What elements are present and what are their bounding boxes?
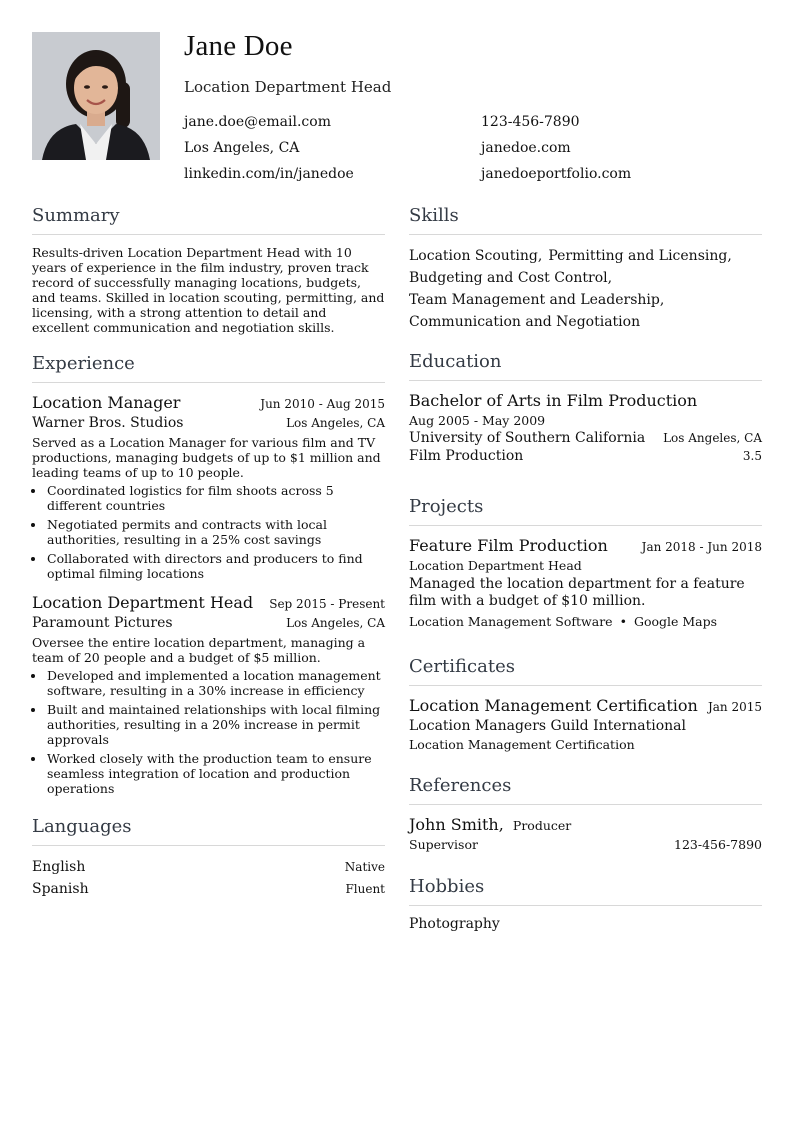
- language-name: English: [32, 859, 86, 875]
- gpa-value: 3.5: [742, 449, 762, 463]
- skills-list: [409, 245, 762, 333]
- skills-section: [409, 205, 762, 351]
- field-of-study: Film Production: [409, 448, 524, 464]
- phone-number[interactable]: 123-456-7890: [481, 114, 580, 130]
- tool-item: Location Management Software: [409, 614, 613, 629]
- email-link[interactable]: jane.doe@email.com: [184, 114, 331, 130]
- job-bullets: [32, 668, 385, 796]
- company-name: Paramount Pictures: [32, 615, 173, 631]
- education-section: [409, 351, 762, 496]
- job-description: Oversee the entire location department, managing a team of 20 people and a budget of $5 million.: [32, 635, 366, 665]
- right-column: [409, 205, 762, 932]
- tool-item: Google Maps: [633, 614, 718, 629]
- skill-item: Permitting and Licensing,: [548, 248, 732, 264]
- job-dates: Sep 2015 - Present: [269, 597, 385, 611]
- reference-phone[interactable]: 123-456-7890: [674, 837, 762, 852]
- bullet-item: • Collaborated with directors and producers to find optimal filming locations: [46, 551, 385, 581]
- language-level: Fluent: [345, 882, 385, 896]
- bullet-item: • Negotiated permits and contracts with local authorities, resulting in a 25% cost savings: [46, 517, 385, 547]
- company-name: Warner Bros. Studios: [32, 415, 184, 431]
- skill-item: Budgeting and Cost Control,: [409, 270, 613, 286]
- reference-name: John Smith,: [409, 815, 504, 834]
- school-name: University of Southern California: [409, 430, 646, 446]
- skill-item: Communication and Negotiation: [409, 314, 641, 330]
- project-description: Managed the location department for a feature film with a budget of $10 million.: [409, 576, 745, 609]
- job-title: Location Manager: [32, 393, 181, 412]
- job-bullets: [32, 483, 385, 581]
- portrait-image: [32, 32, 160, 160]
- skills-heading: Skills: [409, 205, 762, 235]
- degree-title: Bachelor of Arts in Film Production: [409, 391, 698, 410]
- references-heading: References: [409, 775, 762, 805]
- certificate-title: Location Management Certification: [409, 696, 698, 715]
- location-text: Los Angeles, CA: [184, 140, 300, 156]
- job-entry: [32, 593, 385, 796]
- bullet-item: • Built and maintained relationships with local filming authorities, resulting in a 20% increase in permit approvals: [46, 702, 385, 747]
- bullet-item: • Worked closely with the production team to ensure seamless integration of location and production operations: [46, 751, 385, 796]
- linkedin-link[interactable]: linkedin.com/in/janedoe: [184, 166, 354, 182]
- project-tools: [409, 614, 762, 629]
- project-role: Location Department Head: [409, 558, 582, 573]
- bullet-item: • Coordinated logistics for film shoots across 5 different countries: [46, 483, 385, 513]
- education-dates: Aug 2005 - May 2009: [409, 413, 546, 428]
- job-entry: [32, 393, 385, 581]
- job-location: Los Angeles, CA: [286, 416, 385, 430]
- references-section: [409, 775, 762, 876]
- school-location: Los Angeles, CA: [663, 431, 762, 445]
- skill-item: Location Scouting,: [409, 248, 543, 264]
- reference-role: Producer: [512, 818, 572, 833]
- education-heading: Education: [409, 351, 762, 381]
- job-dates: Jun 2010 - Aug 2015: [260, 397, 385, 411]
- job-location: Los Angeles, CA: [286, 616, 385, 630]
- project-title: Feature Film Production: [409, 536, 608, 555]
- separator-dot: •: [619, 614, 627, 629]
- projects-section: [409, 496, 762, 656]
- summary-section: [32, 205, 385, 353]
- certificates-heading: Certificates: [409, 656, 762, 686]
- language-name: Spanish: [32, 881, 89, 897]
- experience-heading: Experience: [32, 353, 385, 383]
- certificate-date: Jan 2015: [707, 700, 762, 714]
- hobby-item: Photography: [409, 916, 500, 932]
- project-dates: Jan 2018 - Jun 2018: [641, 540, 762, 554]
- certificates-section: [409, 656, 762, 775]
- bullet-item: • Developed and implemented a location management software, resulting in a 30% increase in efficiency: [46, 668, 385, 698]
- profile-photo: [32, 32, 160, 160]
- portfolio-link[interactable]: janedoeportfolio.com: [481, 166, 632, 182]
- projects-heading: Projects: [409, 496, 762, 526]
- certificate-issuer: Location Managers Guild International: [409, 718, 686, 734]
- job-title-header: Location Department Head: [184, 78, 392, 96]
- languages-heading: Languages: [32, 816, 385, 846]
- language-row: [32, 878, 385, 900]
- skill-item: Team Management and Leadership,: [409, 292, 665, 308]
- hobbies-section: [409, 876, 762, 932]
- language-level: Native: [344, 860, 385, 874]
- experience-section: [32, 353, 385, 796]
- summary-text: Results-driven Location Department Head with 10 years of experience in the film industry, proven track record of successfully managing locations, budgets, and teams. Skilled in location scouting, permitting, and licensing, with a strong attention to detail and excellent communication and negotiation skills.: [32, 245, 385, 335]
- reference-relation: Supervisor: [409, 837, 478, 852]
- hobbies-heading: Hobbies: [409, 876, 762, 906]
- website-link[interactable]: janedoe.com: [481, 140, 571, 156]
- job-title: Location Department Head: [32, 593, 254, 612]
- certificate-detail: Location Management Certification: [409, 737, 635, 752]
- language-row: [32, 856, 385, 878]
- languages-section: [32, 816, 385, 900]
- left-column: [32, 205, 385, 900]
- job-description: Served as a Location Manager for various film and TV productions, managing budgets of up to $1 million and leading teams of up to 10 people.: [32, 435, 381, 480]
- full-name: Jane Doe: [184, 30, 293, 62]
- summary-heading: Summary: [32, 205, 385, 235]
